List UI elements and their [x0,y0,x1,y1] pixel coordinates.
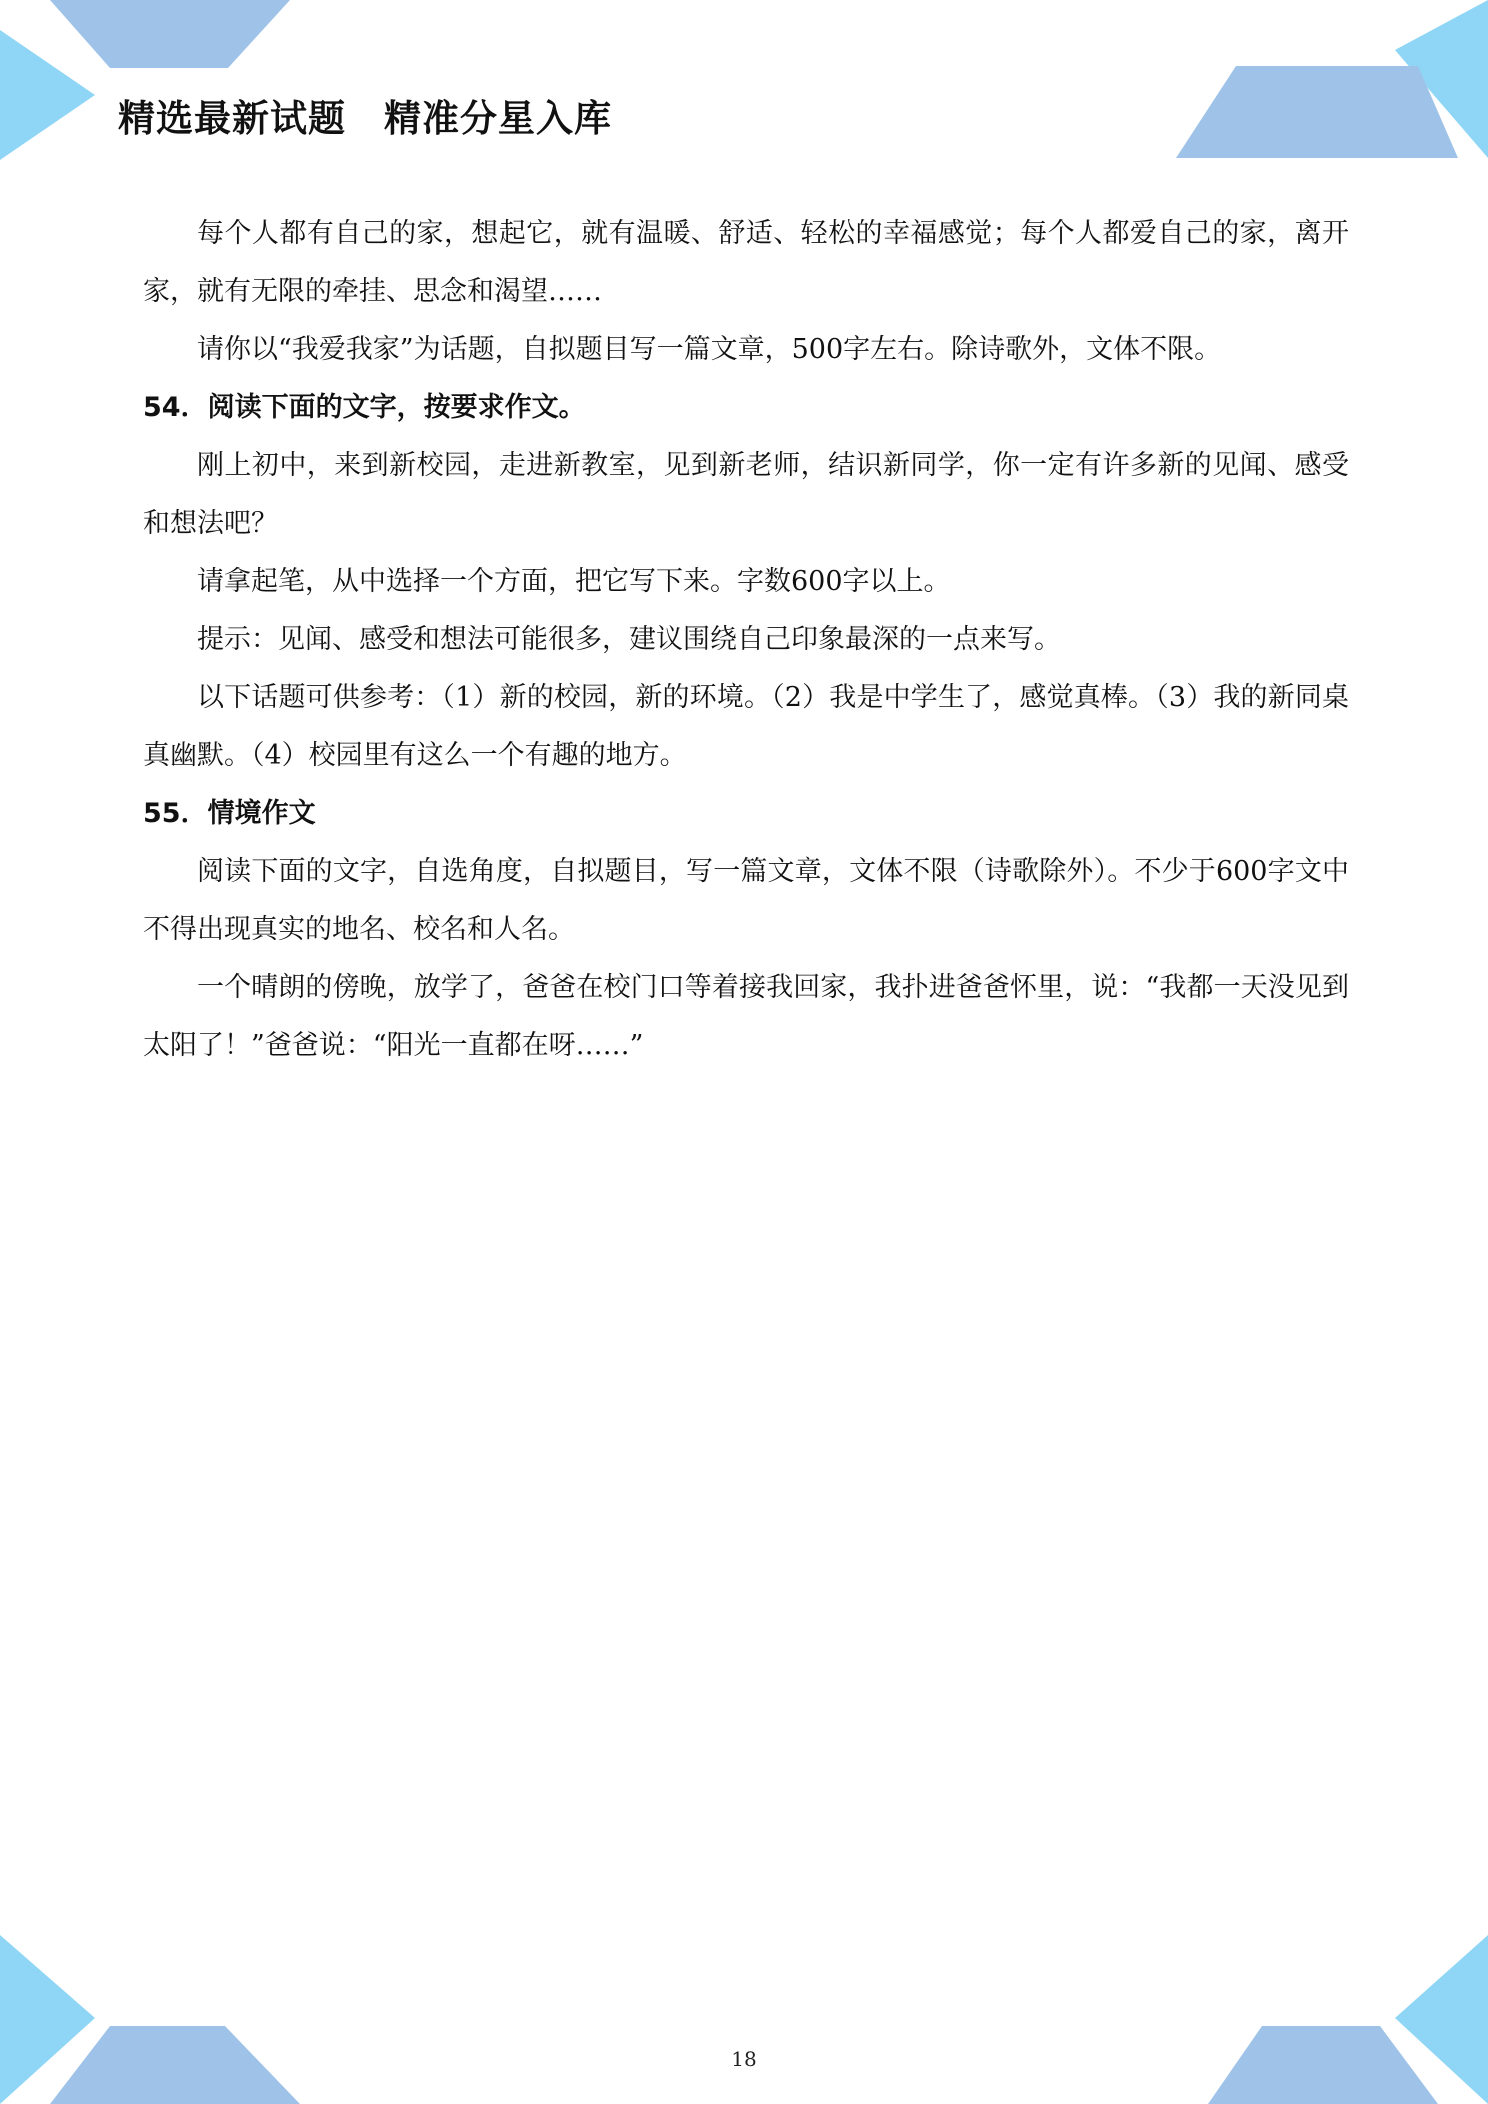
intro-paragraph-1: 每个人都有自己的家，想起它，就有温暖、舒适、轻松的幸福感觉；每个人都爱自己的家，离开家，就有无限的牵挂、思念和渴望…… [143,218,1349,307]
question-54-paragraph-1: 刚上初中，来到新校园，走进新教室，见到新老师，结识新同学，你一定有许多新的见闻、感受和想法吧？ [143,450,1349,539]
question-54-heading: 54．阅读下面的文字，按要求作文。 [143,392,586,423]
question-55-paragraph-1: 阅读下面的文字，自选角度，自拟题目，写一篇文章，文体不限（诗歌除外）。不少于600字文中不得出现真实的地名、校名和人名。 [143,856,1349,945]
top-left-trapezoid [50,0,290,68]
top-right-trapezoid [1176,66,1458,158]
question-54-paragraph-3: 提示：见闻、感受和想法可能很多，建议围绕自己印象最深的一点来写。 [197,624,1061,655]
document-body [143,205,1349,1075]
question-54-paragraph-2: 请拿起笔，从中选择一个方面，把它写下来。字数600字以上。 [197,566,951,597]
question-54-paragraph-4: 以下话题可供参考：（1）新的校园，新的环境。（2）我是中学生了，感觉真棒。（3）我的新同桌真幽默。（4）校园里有这么一个有趣的地方。 [143,682,1349,771]
question-55-paragraph-2: 一个晴朗的傍晚，放学了，爸爸在校门口等着接我回家，我扑进爸爸怀里，说：“我都一天没见到太阳了！”爸爸说：“阳光一直都在呀……” [143,972,1349,1061]
intro-paragraph-2: 请你以“我爱我家”为话题，自拟题目写一篇文章，500字左右。除诗歌外，文体不限。 [197,334,1222,365]
page-number: 18 [731,2047,757,2071]
header-title: 精选最新试题 精准分星入库 [118,97,612,140]
top-left-triangle [0,30,95,160]
question-55-heading: 55．情境作文 [143,798,316,829]
